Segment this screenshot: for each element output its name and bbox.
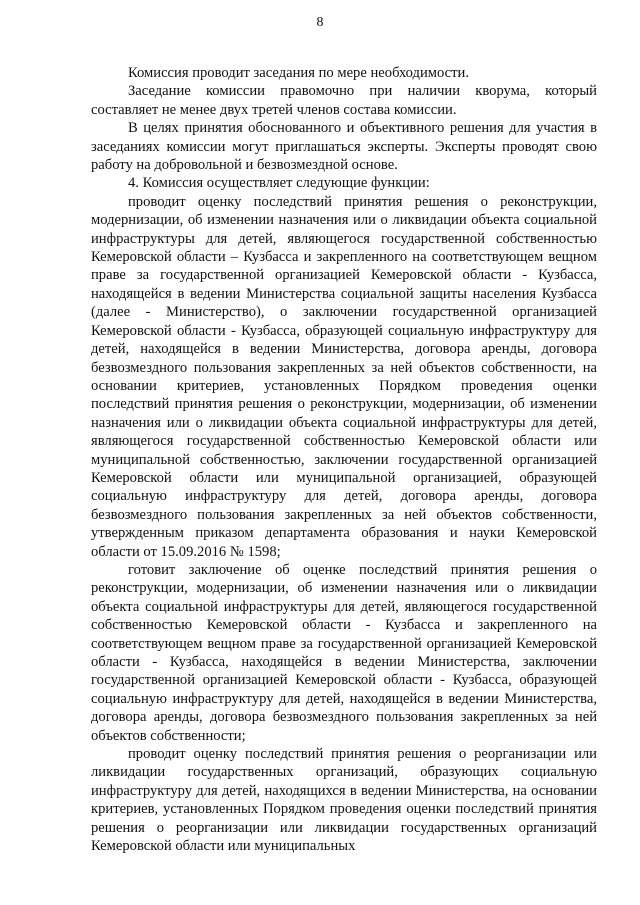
paragraph-quorum: Заседание комиссии правомочно при наличии кворума, который составляет не менее двух третей членов состава комиссии. [91,83,597,118]
paragraph-experts: В целях принятия обоснованного и объективного решения для участия в заседаниях комиссии могут приглашаться эксперты. Эксперты проводят свою работу на добровольной и безвозмездной основе. [91,120,597,174]
paragraph-functions-heading: 4. Комиссия осуществляет следующие функции: [128,175,430,192]
paragraph-function-conclusion: готовит заключение об оценке последствий принятия решения о реконструкции, модернизации, об изменении назначения или о ликвидации объекта социальной инфраструктуры для детей, являющегося государственной собственностью Кемеровской области - Кузбасса и закрепленного на соответствующем вещном праве за государственной организацией Кемеровской области - Кузбасса, находящейся в ведении Министерства, заключении государственной организацией Кемеровской области - Кузбасса, образующей социальную инфраструктуру для детей, находящейся в ведении Министерства, договора аренды, договора безвозмездного пользования закрепленных за ней объектов собственности; [91,561,597,744]
paragraph-meetings: Комиссия проводит заседания по мере необходимости. [128,65,469,81]
paragraph-function-reorganization: проводит оценку последствий принятия решения о реорганизации или ликвидации государственных организаций, образующих социальную инфраструктуру для детей, находящихся в ведении Министерства, на основании критериев, установленных Порядком проведения оценки последствий принятия решения о реорганизации или ликвидации государственных организаций Кемеровской области или муниципальных [91,746,597,855]
document-body [91,64,597,855]
page-number: 8 [316,15,324,30]
paragraph-function-assessment: проводит оценку последствий принятия решения о реконструкции, модернизации, об изменении назначения или о ликвидации объекта социальной инфраструктуры для детей, являющегося государственной собственностью Кемеровской области – Кузбасса и закрепленного на соответствующем вещном праве за государственной организацией Кемеровской области - Кузбасса, находящейся в ведении Министерства социальной защиты населения Кузбасса (далее - Министерство), о заключении государственной организацией Кемеровской области - Кузбасса, образующей социальную инфраструктуру для детей, находящейся в ведении Министерства, договора аренды, договора безвозмездного пользования закрепленных за ней объектов собственности, на основании критериев, установленных Порядком проведения оценки последствий принятия решения о реконструкции, модернизации, об изменении назначения или о ликвидации объекта социальной инфраструктуры для детей, являющегося государственной собственностью Кемеровской области или муниципальной собственностью, заключении государственной организацией Кемеровской области или муниципальной организацией, образующей социальную инфраструктуру для детей, договора аренды, договора безвозмездного пользования закрепленных за ней объектов собственности, утвержденным приказом департамента образования и науки Кемеровской области от 15.09.2016 № 1598; [91,193,597,560]
